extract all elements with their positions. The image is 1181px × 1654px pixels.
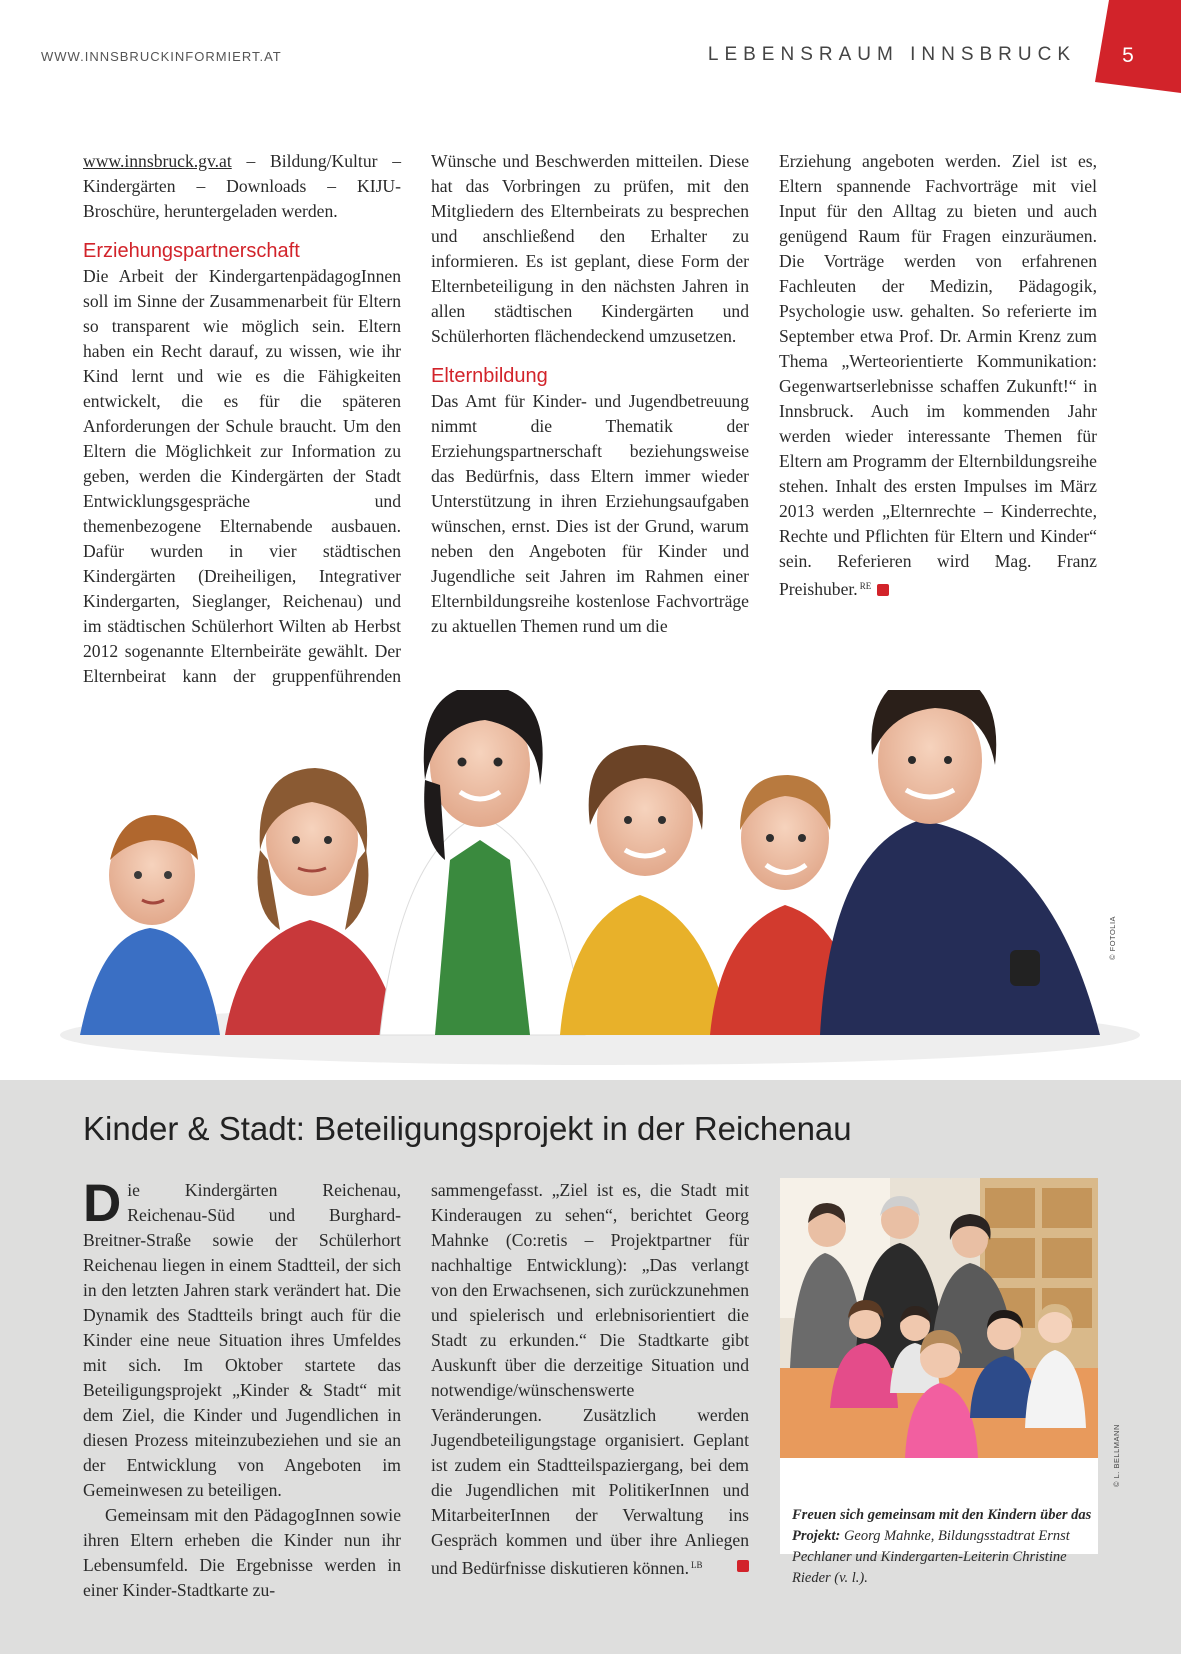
page-number: 5 — [1122, 44, 1134, 67]
boxout-title: Kinder & Stadt: Beteiligungsprojekt in der Reichenau — [83, 1110, 852, 1147]
boxout-column-1 — [83, 1174, 401, 1603]
author-initials: LB — [691, 1560, 703, 1570]
kindergarten-group-photo — [780, 1178, 1098, 1458]
article-paragraph: Erziehung angeboten werden. Ziel ist es, Eltern spannende Fachvorträge mit viel Input für den Alltag zu bieten und auch genügend Raum für Fragen einzuräumen. Die Vorträge werden von erfahrenen Fachleuten der Medizin, Pädagogik, Psychologie usw. gehalten. So referierte im September etwa Prof. Dr. Armin Krenz zum Thema „Werteorientierte Kommunikation: Gegenwartserlebnisse schaffen Zukunft!“ in Innsbruck. Auch im kommenden Jahr werden wieder interessante Themen für Eltern am Programm der Elternbildungsreihe stehen. Inhalt des ersten Impulses im März 2013 werden „Elternrechte – Kinderrechte, Rechte und Pflichten für Eltern und Kinder“ sein. Referieren wird Mag. Franz Preishuber. $^{RE}$ — [779, 151, 1097, 599]
caption-text: Georg Mahnke, Bildungsstadtrat Ernst Pechlaner und Kindergarten-Leiterin Christine Rieder (v. l.). — [792, 1528, 1070, 1586]
author-initials: RE — [859, 581, 872, 591]
boxout-paragraph: Gemeinsam mit den PädagogInnen sowie ihren Eltern erheben die Kinder nun ihr Lebensumfeld. Die Ergebnisse werden in einer Kinder-Stadtkarte zu- — [83, 1505, 401, 1600]
dropcap: D — [83, 1174, 122, 1233]
photo-credit-bellmann: © L. BELLMANN — [1112, 1424, 1121, 1487]
article-paragraph: Das Amt für Kinder- und Jugendbetreuung nimmt die Thematik der Erziehungspartnerschaft beziehungsweise das Bedürfnis, dass Eltern immer wieder Unterstützung in ihren Erziehungsaufgaben wünschen, ernst. Dies ist der Grund, warum neben den Angeboten für Kinder und Jugendliche seit Jahren im Rahmen einer Elternbildungsreihe kostenlose Fachvorträge zu aktuellen Themen rund um die — [431, 391, 749, 636]
boxout-paragraph: Die Kindergärten Reichenau, Reichenau-Süd und Burghard-Breitner-Straße sowie der Schülerhort Reichenau liegen in einem Stadtteil, der sich in den letzten Jahren stark verändert hat. Die Dynamik des Stadtteils bringt auch für die Kinder eine neue Situation ihres Umfeldes mit sich. Im Oktober startete das Beteiligungsprojekt „Kinder & Stadt“ mit dem Ziel, die Kinder und Jugendlichen in diesen Prozess miteinzubeziehen und sie an der Entwicklung von Angeboten im Gemeinwesen zu beteiligen. — [83, 1174, 401, 1500]
boxout-column-2 — [431, 1178, 749, 1581]
header-website-url: WWW.INNSBRUCKINFORMIERT.AT — [41, 49, 282, 64]
innsbruck-website-link[interactable]: www.innsbruck.gv.at — [83, 151, 232, 171]
end-of-article-marker — [737, 1560, 749, 1572]
article-intro-text: – Bildung/Kultur – Kindergärten – Downloads – KIJU-Broschüre, heruntergeladen werden. — [83, 151, 401, 221]
article-column-3 — [779, 149, 1097, 602]
end-of-article-marker — [877, 584, 889, 596]
article-intro — [83, 149, 401, 224]
article-paragraph: Die Arbeit der KindergartenpädagogInnen soll im Sinne der Zusammenarbeit für Eltern so transparent wie möglich sein. Eltern haben ein Recht darauf, zu wissen, wie ihr Kind lernt und wie es die Fähigkeiten entwickelt, die es für die späteren Anforderungen der Schule braucht. Um den Eltern die Möglichkeit zur Information zu geben, werden die Kindergärten der Stadt Entwicklungsgespräche und themenbezogene Elternabende ausbauen. Dafür wurden in vier städtischen Kindergärten (Dreiheiligen, Integrativer Kindergarten, Sieglanger, Reichenau) und im städtischen Schülerhort Wilten ab Herbst 2012 sogenannte Elternbeiräte gewählt. Der Elternbeirat kann der gruppenführenden — [83, 266, 401, 686]
boxout-paragraph: sammengefasst. „Ziel ist es, die Stadt mit Kinderaugen zu sehen“, berichtet Georg Mahnke (Co:retis – Projektpartner für nachhaltige Entwicklung): „Das verlangt von den Erwachsenen, sich zurückzunehmen und spielerisch und erlebnisorientiert die Stadt zu erkunden.“ Die Stadtkarte gibt Auskunft über die derzeitige Situation und notwendige/wünschenswerte Veränderungen. Zusätzlich werden Jugendbeteiligungstage organisiert. Geplant ist zudem ein Stadtteilspaziergang, bei dem die Jugendlichen mit PolitikerInnen und MitarbeiterInnen der Verwaltung ins Gespräch kommen und über ihre Anliegen und Bedürfnisse diskutieren können. $^{LB}$ — [431, 1180, 749, 1578]
header-section-title: LEBENSRAUM INNSBRUCK — [707, 44, 1076, 65]
article-column-1 — [83, 149, 401, 714]
heading-erziehungspartnerschaft: Erziehungspartnerschaft — [83, 240, 300, 262]
article-paragraph: Wünsche und Beschwerden mitteilen. Diese hat das Vorbringen zu prüfen, mit den Mitgliedern des Elternbeirats zu besprechen und anschließend den Erhalter zu informieren. Es ist geplant, diese Form der Elternbeteiligung in den nächsten Jahren in allen städtischen Kindergärten und Schülerhorten flächendeckend umzusetzen. — [431, 151, 749, 346]
photo-credit-fotolia: © FOTOLIA — [1108, 915, 1117, 960]
heading-elternbildung: Elternbildung — [431, 365, 548, 387]
article-column-2 — [431, 149, 749, 639]
photo-caption — [792, 1505, 1092, 1589]
caption-lead: Freuen sich gemeinsam mit den Kindern über das Projekt: — [792, 1507, 1092, 1544]
family-photo — [40, 690, 1140, 1080]
